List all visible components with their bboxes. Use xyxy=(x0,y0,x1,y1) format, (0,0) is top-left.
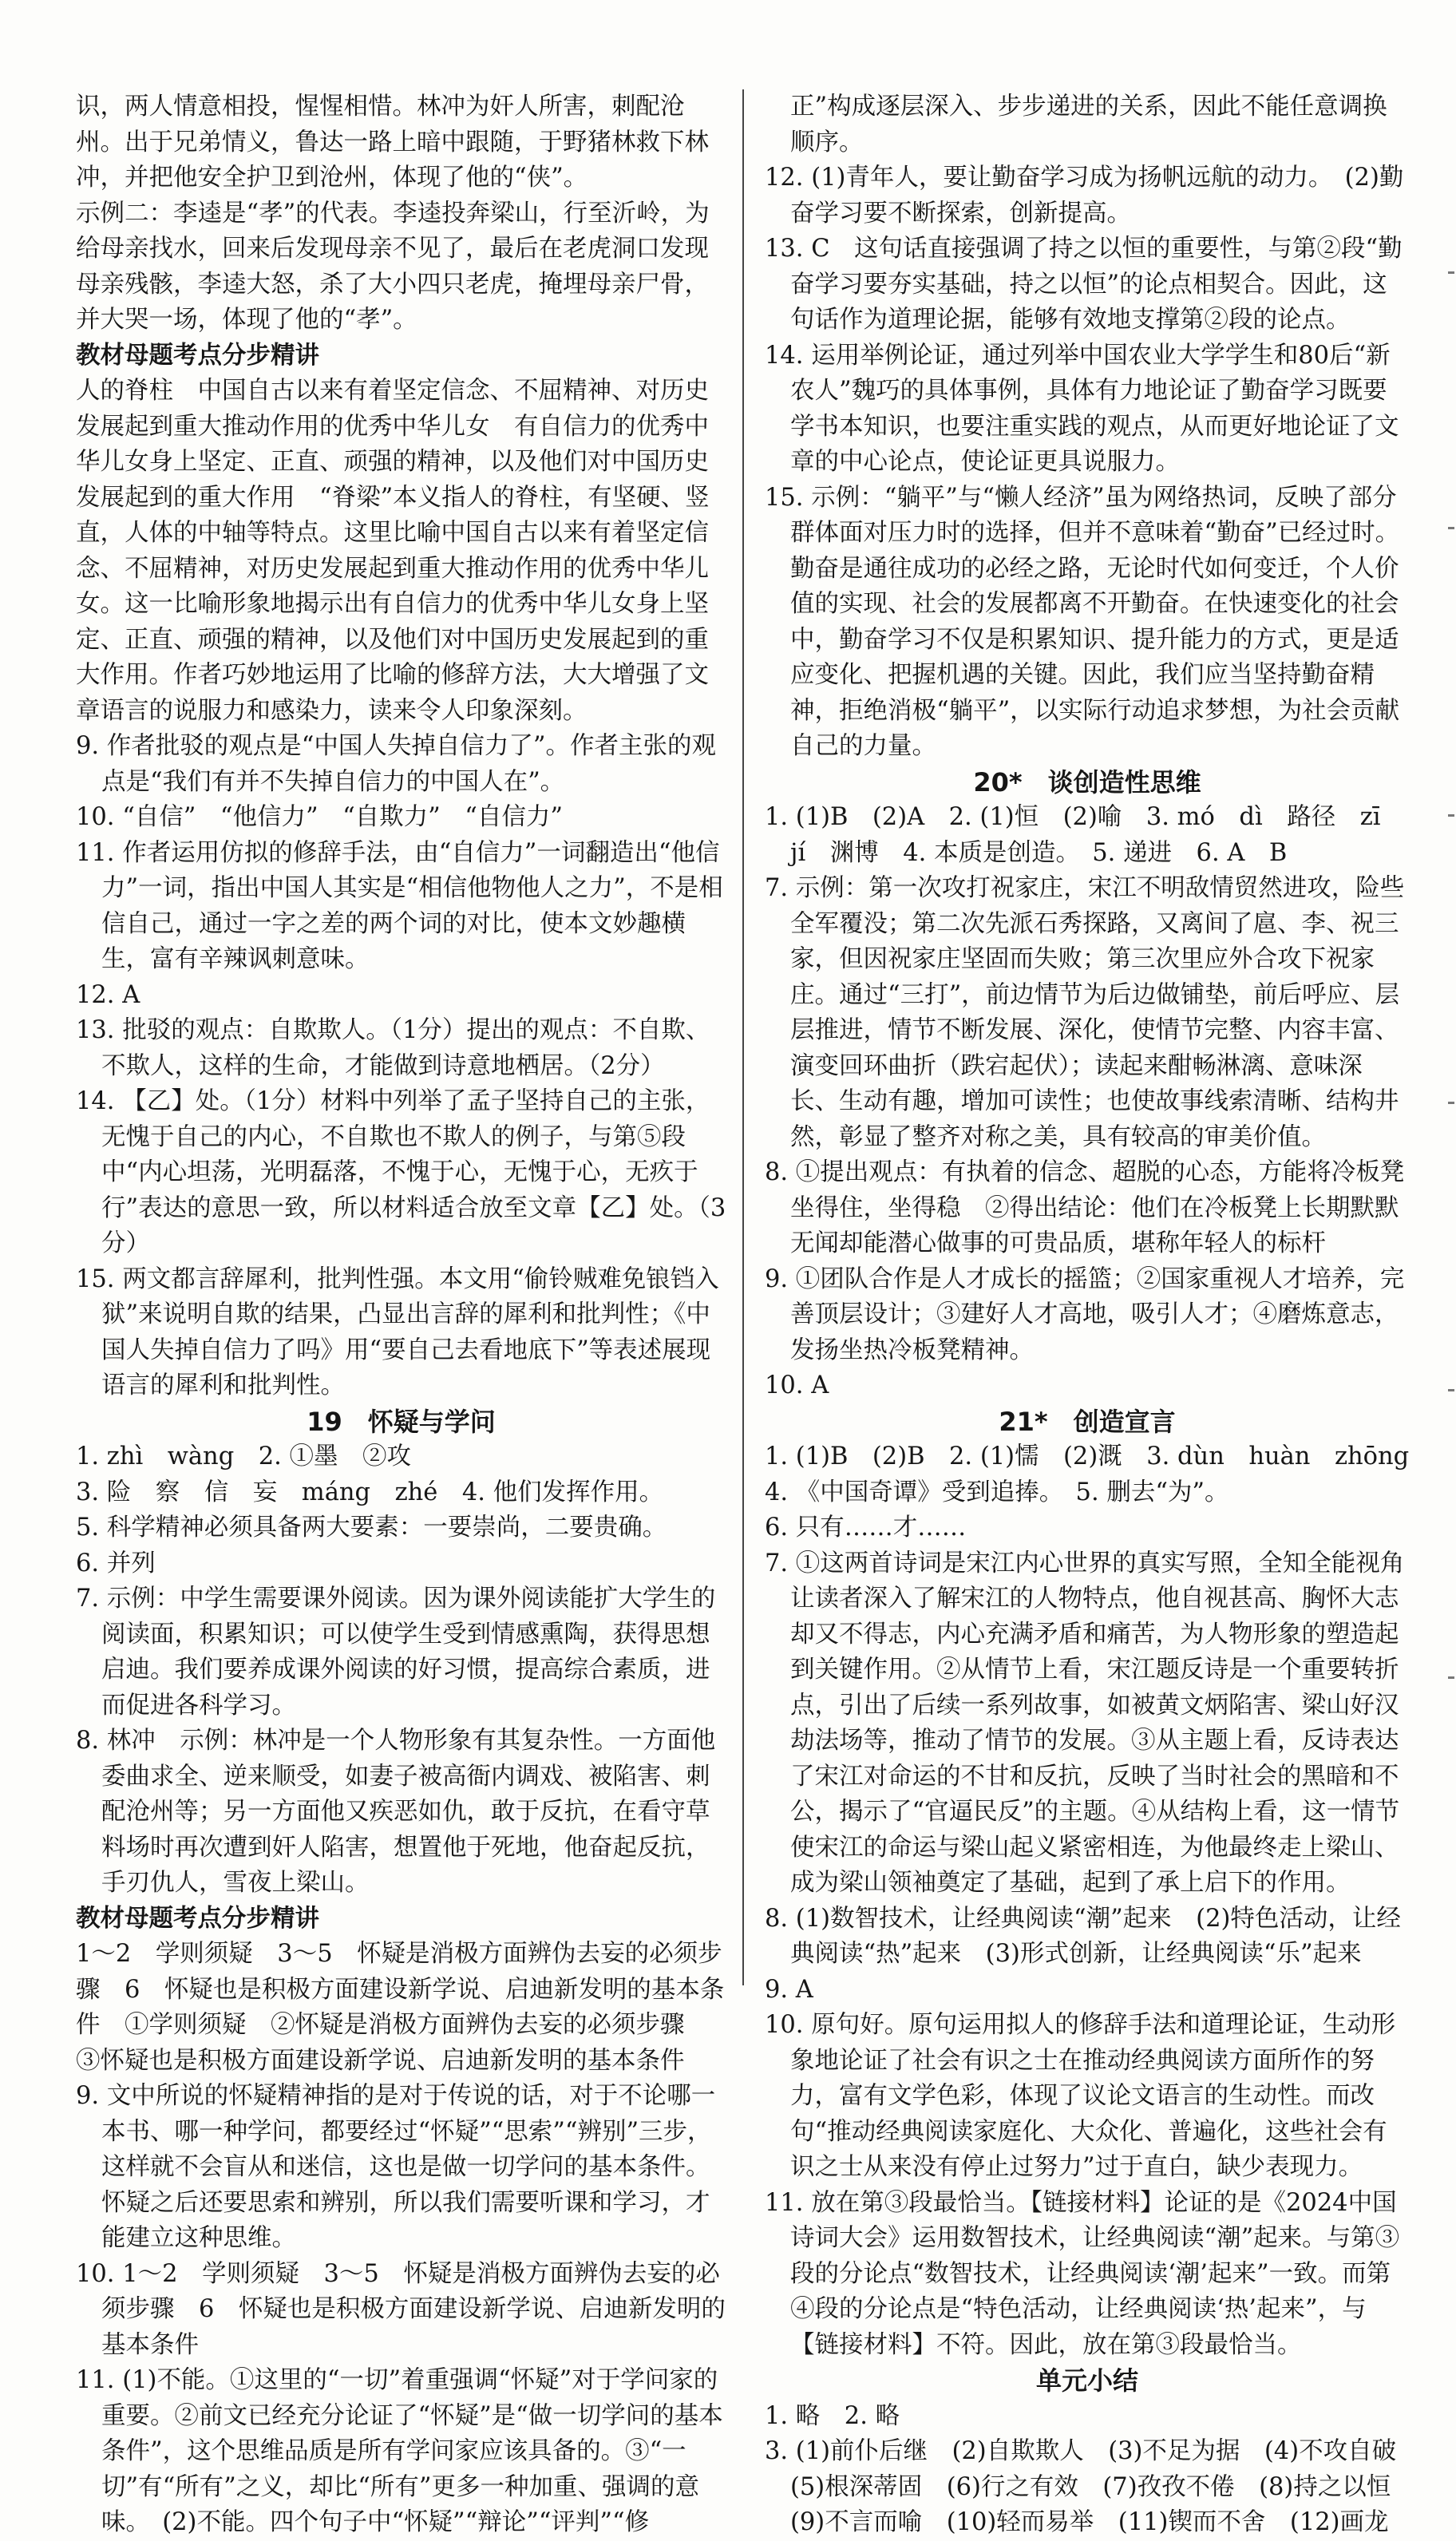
lesson-title-text: 谈创造性思维 xyxy=(1047,766,1201,798)
answer-paragraph: 识，两人情意相投，惺惺相惜。林冲为奸人所害，刺配沧州。出于兄弟情义，鲁达一路上暗中跟随，于野猪林救下林冲，并把他安全护卫到沧州，体现了他的“侠”。 xyxy=(76,93,709,192)
lesson-number: 19 xyxy=(307,1406,342,1437)
answer-item: 10. A xyxy=(765,1371,829,1399)
lesson-title-text: 创造宣言 xyxy=(1073,1406,1176,1437)
page-edge-marks xyxy=(1445,239,1456,1756)
answer-item: 12. (1)青年人，要让勤奋学习成为扬帆远航的动力。 (2)勤奋学习要不断探索，创新提高。 xyxy=(765,164,1404,228)
answer-item: 9. 文中所说的怀疑精神指的是对于传说的话，对于不论哪一本书、哪一种学问，都要经过“怀疑”“思索”“辨别”三步，这样就不会盲从和迷信，这也是做一切学问的基本条件。怀疑之后还要思索和辨别，所以我们需要听课和学习，才能建立这种思维。 xyxy=(76,2082,716,2252)
answer-paragraph: 示例二：李逵是“孝”的代表。李逵投奔梁山，行至沂岭，为给母亲找水，回来后发现母亲不见了，最后在老虎洞口发现母亲残骸，李逵大怒，杀了大小四只老虎，掩埋母亲尸骨，并大哭一场，体现了他的“孝”。 xyxy=(76,199,710,334)
answer-item: 10. “自信” “他信力” “自欺力” “自信力” xyxy=(76,803,563,831)
answer-item: 6. 并列 xyxy=(76,1549,156,1577)
lesson-title-text: 怀疑与学问 xyxy=(367,1406,496,1437)
answer-item: 10. 1～2 学则须疑 3～5 怀疑是消极方面辨伪去妄的必须步骤 6 怀疑也是积极方面建设新学说、启迪新发明的基本条件 xyxy=(76,2259,726,2359)
lesson-number: 20* xyxy=(973,766,1023,798)
answer-item: 4. 《中国奇谭》受到追捧。 5. 删去“为”。 xyxy=(765,1478,1229,1506)
answer-item: 7. 示例：第一次攻打祝家庄，宋江不明敌情贸然进攻，险些全军覆没；第二次先派石秀探路，又离间了扈、李、祝三家，但因祝家庄坚固而失败；第三次里应外合攻下祝家庄。通过“三打”，前边情节为后边做铺垫，前后呼应、层层推进，情节不断发展、深化，使情节完整、内容丰富、演变回环曲折（跌宕起伏）；读起来酣畅淋漓、意味深长、生动有趣，增加可读性；也使故事线索清晰、结构井然，彰显了整齐对称之美，具有较高的审美价值。 xyxy=(765,874,1405,1151)
answer-item: 9. 作者批驳的观点是“中国人失掉自信力了”。作者主张的观点是“我们有并不失掉自信力的中国人在”。 xyxy=(76,732,716,796)
answer-item: 8. 林冲 示例：林冲是一个人物形象有其复杂性。一方面他委曲求全、逆来顺受，如妻子被高衙内调戏、被陷害、刺配沧州等；另一方面他又疾恶如仇，敢于反抗，在看守草料场时再次遭到奸人陷害，想置他于死地，他奋起反抗，手刃仇人，雪夜上梁山。 xyxy=(76,1727,716,1897)
answer-item: 1. 略 2. 略 xyxy=(765,2401,900,2430)
answer-item: 14. 运用举例论证，通过列举中国农业大学学生和80后“新农人”魏巧的具体事例，具体有力地论证了勤奋学习既要学书本知识，也要注重实践的观点，从而更好地论证了文章的中心论点，使论证更具说服力。 xyxy=(765,341,1399,476)
answer-item: 8. (1)数智技术，让经典阅读“潮”起来 (2)特色活动，让经典阅读“热”起来 (3)形式创新，让经典阅读“乐”起来 xyxy=(765,1904,1401,1968)
answer-item: 7. ①这两首诗词是宋江内心世界的真实写照，全知全能视角让读者深入了解宋江的人物特点，他自视甚高、胸怀大志却又不得志，内心充满矛盾和痛苦，为人物形象的塑造起到关键作用。②从情节上看，宋江题反诗是一个重要转折点，引出了后续一系列故事，如被黄文炳陷害、梁山好汉劫法场等，推动了情节的发展。③从主题上看，反诗表达了宋江对命运的不甘和反抗，反映了当时社会的黑暗和不公，揭示了“官逼民反”的主题。④从结构上看，这一情节使宋江的命运与梁山起义紧密相连，为他最终走上梁山、成为梁山领袖奠定了基础，起到了承上启下的作用。 xyxy=(765,1549,1405,1897)
answer-item: 13. 批驳的观点：自欺欺人。（1分）提出的观点：不自欺、不欺人，这样的生命，才能做到诗意地栖居。（2分） xyxy=(76,1016,710,1080)
answer-paragraph: 人的脊柱 中国自古以来有着坚定信念、不屈精神、对历史发展起到重大推动作用的优秀中华儿女 有自信力的优秀中华儿女身上坚定、正直、顽强的精神，以及他们对中国历史发展起到的重大作用 “脊梁”本义指人的脊柱，有坚硬、竖直，人体的中轴等特点。这里比喻中国自古以来有着坚定信念、不屈精神，对历史发展起到重大推动作用的优秀中华儿女。这一比喻形象地揭示出有自信力的优秀中华儿女身上坚定、正直、顽强的精神，以及他们对中国历史发展起到的重大作用。作者巧妙地运用了比喻的修辞方法，大大增强了文章语言的说服力和感染力，读来令人印象深刻。 xyxy=(76,377,710,725)
answer-item: 3. 险 察 信 妄 máng zhé 4. 他们发挥作用。 xyxy=(76,1478,664,1506)
answer-item: 11. 放在第③段最恰当。【链接材料】论证的是《2024中国诗词大会》运用数智技术，让经典阅读“潮”起来。与第③段的分论点“数智技术，让经典阅读‘潮’起来”一致。而第④段的分论点是“特色活动，让经典阅读‘热’起来”，与【链接材料】不符。因此，放在第③段最恰当。 xyxy=(765,2188,1400,2359)
answer-item: 9. A xyxy=(765,1975,813,2004)
answer-item: 15. 示例：“躺平”与“懒人经济”虽为网络热词，反映了部分群体面对压力时的选择，但并不意味着“勤奋”已经过时。勤奋是通往成功的必经之路，无论时代如何变迁，个人价值的实现、社会的发展都离不开勤奋。在快速变化的社会中，勤奋学习不仅是积累知识、提升能力的方式，更是适应变化、把握机遇的关键。因此，我们应当坚持勤奋精神，拒绝消极“躺平”，以实际行动追求梦想，为社会贡献自己的力量。 xyxy=(765,483,1400,760)
column-divider xyxy=(742,89,744,1985)
answer-item: 11. (1)不能。①这里的“一切”着重强调“怀疑”对于学问家的重要。②前文已经充分论证了“怀疑”是“做一切学问的基本条件”，这个思维品质是所有学问家应该具备的。③“一切”有“所有”之义，却比“所有”更多一种加重、强调的意味。 (2)不能。四个句子中“怀疑”“辩论”“评判”“修 xyxy=(76,2366,723,2536)
lesson-number: 21* xyxy=(999,1406,1048,1437)
answer-item: 14. 【乙】处。（1分）材料中列举了孟子坚持自己的主张，无愧于自己的内心，不自欺也不欺人的例子，与第⑤段中“内心坦荡，光明磊落，不愧于心，无愧于心，无疚于行”表达的意思一致，所以材料适合放至文章【乙】处。（3分） xyxy=(76,1087,726,1257)
answer-item: 10. 原句好。原句运用拟人的修辞手法和道理论证，生动形象地论证了社会有识之士在推动经典阅读方面所作的努力，富有文学色彩，体现了议论文语言的生动性。而改句“推动经典阅读家庭化、大众化、普遍化，这些社会有识之士从来没有停止过努力”过于直白，缺少表现力。 xyxy=(765,2011,1396,2181)
answer-paragraph: 1～2 学则须疑 3～5 怀疑是消极方面辨伪去妄的必须步骤 6 怀疑也是积极方面建设新学说、启迪新发明的基本条件 ①学则须疑 ②怀疑是消极方面辨伪去妄的必须步骤 ③怀疑也是积极方面建设新学说、启迪新发明的基本条件 xyxy=(76,1940,725,2075)
answer-item: 8. ①提出观点：有执着的信念、超脱的心态，方能将冷板凳坐得住，坐得稳 ②得出结论：他们在冷板凳上长期默默无闻却能潜心做事的可贵品质，堪称年轻人的标杆 xyxy=(765,1158,1405,1257)
section-heading: 教材母题考点分步精讲 xyxy=(76,341,319,370)
answer-continuation: 正”构成逐层深入、步步递进的关系，因此不能任意调换顺序。 xyxy=(790,93,1387,156)
answer-item: 1. (1)B (2)B 2. (1)懦 (2)溉 3. dùn huàn zhōng xyxy=(765,1443,1410,1470)
answer-item: 11. 作者运用仿拟的修辞手法，由“自信力”一词翻造出“他信力”一词，指出中国人其实是“相信他物他人之力”，不是相信自己，通过一字之差的两个词的对比，使本文妙趣横生，富有辛辣讽刺意味。 xyxy=(76,838,723,973)
answer-item: 15. 两文都言辞犀利，批判性强。本文用“偷铃贼难免锒铛入狱”来说明自欺的结果，凸显出言辞的犀利和批判性；《中国人失掉自信力了吗》用“要自己去看地底下”等表述展现语言的犀利和批判性。 xyxy=(76,1265,719,1399)
lesson-title xyxy=(765,765,1410,801)
unit-summary-title: 单元小结 xyxy=(1035,2365,1138,2396)
answer-item: 5. 科学精神必须具备两大要素：一要崇尚，二要贵确。 xyxy=(76,1514,667,1542)
right-column xyxy=(765,89,1421,2541)
lesson-title xyxy=(76,1404,726,1440)
answer-item: 13. C 这句话直接强调了持之以恒的重要性，与第②段“勤奋学习要夯实基础，持之以恒”的论点相契合。因此，这句话作为道理论据，能够有效地支撑第②段的论点。 xyxy=(765,235,1403,334)
lesson-title xyxy=(765,1404,1410,1440)
answer-item: 12. A xyxy=(76,980,140,1009)
answer-item: 1. zhì wàng 2. ①墨 ②攻 xyxy=(76,1443,412,1470)
answer-item: 3. (1)前仆后继 (2)自欺欺人 (3)不足为据 (4)不攻自破 (5)根深蒂固 (6)行之有效 (7)孜孜不倦 (8)持之以恒 (9)不言而喻 (10)轻而易举 (11)锲而不舍 (12)画龙 xyxy=(765,2437,1421,2536)
answer-item: 1. (1)B (2)A 2. (1)恒 (2)喻 3. mó dì 路径 zī jí 渊博 4. 本质是创造。 5. 递进 6. A B xyxy=(765,803,1406,867)
answer-item: 9. ①团队合作是人才成长的摇篮；②国家重视人才培养，完善顶层设计；③建好人才高地，吸引人才；④磨炼意志，发扬坐热冷板凳精神。 xyxy=(765,1265,1405,1364)
answer-item: 6. 只有……才…… xyxy=(765,1514,967,1542)
answer-item: 7. 示例：中学生需要课外阅读。因为课外阅读能扩大学生的阅读面，积累知识；可以使学生受到情感熏陶，获得思想启迪。我们要养成课外阅读的好习惯，提高综合素质，进而促进各科学习。 xyxy=(76,1585,716,1720)
section-heading: 教材母题考点分步精讲 xyxy=(76,1904,319,1933)
left-column xyxy=(76,89,726,2541)
